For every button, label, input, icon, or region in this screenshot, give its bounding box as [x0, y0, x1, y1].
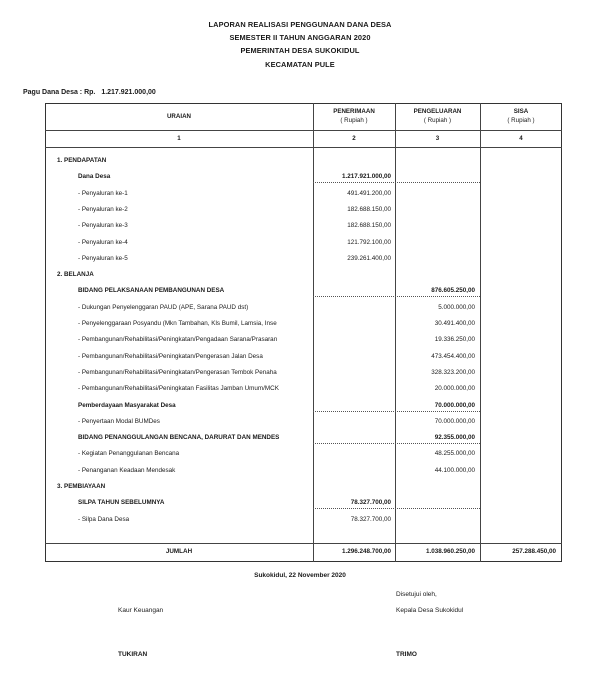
group-heading: SILPA TAHUN SEBELUMNYA	[78, 499, 165, 507]
column-title: PENERIMAAN	[333, 108, 375, 115]
line-item-label: - Pembangunan/Rehabilitasi/Peningkatan Fasilitas Jamban Umum/MCK	[78, 385, 279, 393]
column-subtitle: ( Rupiah )	[423, 117, 452, 124]
total-penerimaan: 1.296.248.700,00	[341, 548, 391, 555]
penerimaan-value: 78.327.700,00	[350, 499, 391, 507]
column-title: URAIAN	[166, 113, 192, 120]
line-item-label: - Penanganan Keadaan Mendesak	[78, 466, 176, 474]
column-number: 3	[435, 135, 440, 142]
column-header-pengeluaran	[395, 107, 480, 125]
column-divider	[313, 103, 314, 562]
report-subtitle-government: PEMERINTAH DESA SUKOKIDUL	[240, 46, 360, 55]
penerimaan-value: 491.491.200,00	[347, 189, 391, 197]
group-heading: Dana Desa	[78, 173, 111, 181]
finance-officer-name: TUKIRAN	[118, 651, 148, 658]
column-header-uraian	[45, 112, 313, 121]
penerimaan-value: 121.792.100,00	[347, 238, 391, 246]
penerimaan-value: 239.261.400,00	[347, 254, 391, 262]
report-subtitle-district: KECAMATAN PULE	[265, 60, 335, 69]
line-item-label: - Penyelenggaraan Posyandu (Mkn Tambahan, Kls Bumil, Lamsia, Inse	[78, 320, 277, 327]
column-title: SISA	[513, 108, 529, 115]
pengeluaran-value: 30.491.400,00	[434, 320, 475, 327]
pengeluaran-value: 876.605.250,00	[431, 287, 475, 295]
line-item-label: - Penyertaan Modal BUMDes	[78, 417, 160, 425]
budget-ceiling	[23, 89, 156, 96]
pengeluaran-value: 20.000.000,00	[434, 385, 475, 393]
penerimaan-value: 182.688.150,00	[347, 205, 391, 213]
penerimaan-value: 1.217.921.000,00	[341, 173, 391, 181]
group-heading: BIDANG PENANGGULANGAN BENCANA, DARURAT DAN MENDES	[78, 434, 280, 442]
group-heading: BIDANG PELAKSANAAN PEMBANGUNAN DESA	[78, 287, 225, 295]
pengeluaran-value: 5.000.000,00	[438, 303, 475, 311]
column-number: 4	[519, 135, 523, 142]
pengeluaran-value: 473.454.400,00	[431, 352, 475, 360]
subtotal-divider	[313, 443, 480, 444]
line-item-label: - Dukungan Penyelenggaran PAUD (APE, Sarana PAUD dst)	[78, 303, 249, 311]
total-divider	[45, 543, 562, 544]
line-item-label: - Penyaluran ke-4	[78, 238, 128, 246]
line-item-label: - Pembangunan/Rehabilitasi/Peningkatan/Pengadaan Sarana/Prasaran	[78, 336, 278, 344]
report-title: LAPORAN REALISASI PENGGUNAAN DANA DESA	[208, 20, 392, 29]
village-head-name: TRIMO	[396, 651, 417, 658]
subtotal-divider	[313, 182, 480, 183]
header-divider	[45, 130, 562, 131]
group-heading: Pemberdayaan Masyarakat Desa	[78, 401, 176, 409]
report-subtitle-semester: SEMESTER II TAHUN ANGGARAN 2020	[229, 33, 371, 42]
column-number: 2	[352, 135, 356, 142]
section-heading: 1. PENDAPATAN	[57, 157, 107, 164]
approved-by-label: Disetujui oleh,	[396, 591, 437, 598]
pengeluaran-value: 19.336.250,00	[434, 336, 475, 344]
line-item-label: - Silpa Dana Desa	[78, 515, 130, 523]
column-divider	[395, 103, 396, 562]
column-subtitle: ( Rupiah )	[507, 117, 535, 124]
pengeluaran-value: 70.000.000,00	[434, 417, 475, 425]
column-number: 1	[177, 135, 181, 142]
total-pengeluaran: 1.038.960.250,00	[425, 548, 475, 555]
report-table	[45, 103, 562, 562]
penerimaan-value: 78.327.700,00	[350, 515, 391, 523]
pengeluaran-value: 70.000.000,00	[434, 401, 475, 409]
line-item-label: - Penyaluran ke-2	[78, 205, 128, 213]
finance-officer-role: Kaur Keuangan	[118, 607, 164, 614]
subtotal-divider	[313, 508, 480, 509]
header-divider	[45, 147, 562, 148]
total-sisa: 257.288.450,00	[512, 548, 556, 555]
column-divider	[480, 103, 481, 562]
column-header-sisa	[480, 107, 562, 125]
budget-ceiling-value: 1.217.921.000,00	[101, 89, 156, 96]
pengeluaran-value: 328.323.200,00	[431, 368, 475, 376]
subtotal-divider	[313, 411, 480, 412]
line-item-label: - Penyaluran ke-5	[78, 254, 128, 262]
pengeluaran-value: 92.355.000,00	[434, 434, 475, 442]
total-label: JUMLAH	[165, 548, 193, 555]
column-header-penerimaan	[313, 107, 395, 125]
penerimaan-value: 182.688.150,00	[347, 222, 391, 230]
line-item-label: - Pembangunan/Rehabilitasi/Peningkatan/Pengerasan Tembok Penaha	[78, 368, 277, 376]
column-title: PENGELUARAN	[413, 108, 462, 115]
line-item-label: - Penyaluran ke-3	[78, 222, 128, 230]
line-item-label: - Kegiatan Penanggulanan Bencana	[78, 450, 180, 458]
pengeluaran-value: 44.100.000,00	[434, 466, 475, 474]
section-heading: 3. PEMBIAYAAN	[57, 483, 106, 490]
budget-ceiling-label: Pagu Dana Desa : Rp.	[23, 89, 96, 96]
pengeluaran-value: 48.255.000,00	[434, 450, 475, 458]
section-heading: 2. BELANJA	[57, 271, 94, 279]
place-date: Sukokidul, 22 November 2020	[254, 572, 346, 579]
column-subtitle: ( Rupiah )	[340, 117, 368, 124]
line-item-label: - Penyaluran ke-1	[78, 189, 128, 197]
line-item-label: - Pembangunan/Rehabilitasi/Peningkatan/Pengerasan Jalan Desa	[78, 352, 263, 360]
subtotal-divider	[313, 296, 480, 297]
village-head-role: Kepala Desa Sukokidul	[396, 607, 464, 614]
